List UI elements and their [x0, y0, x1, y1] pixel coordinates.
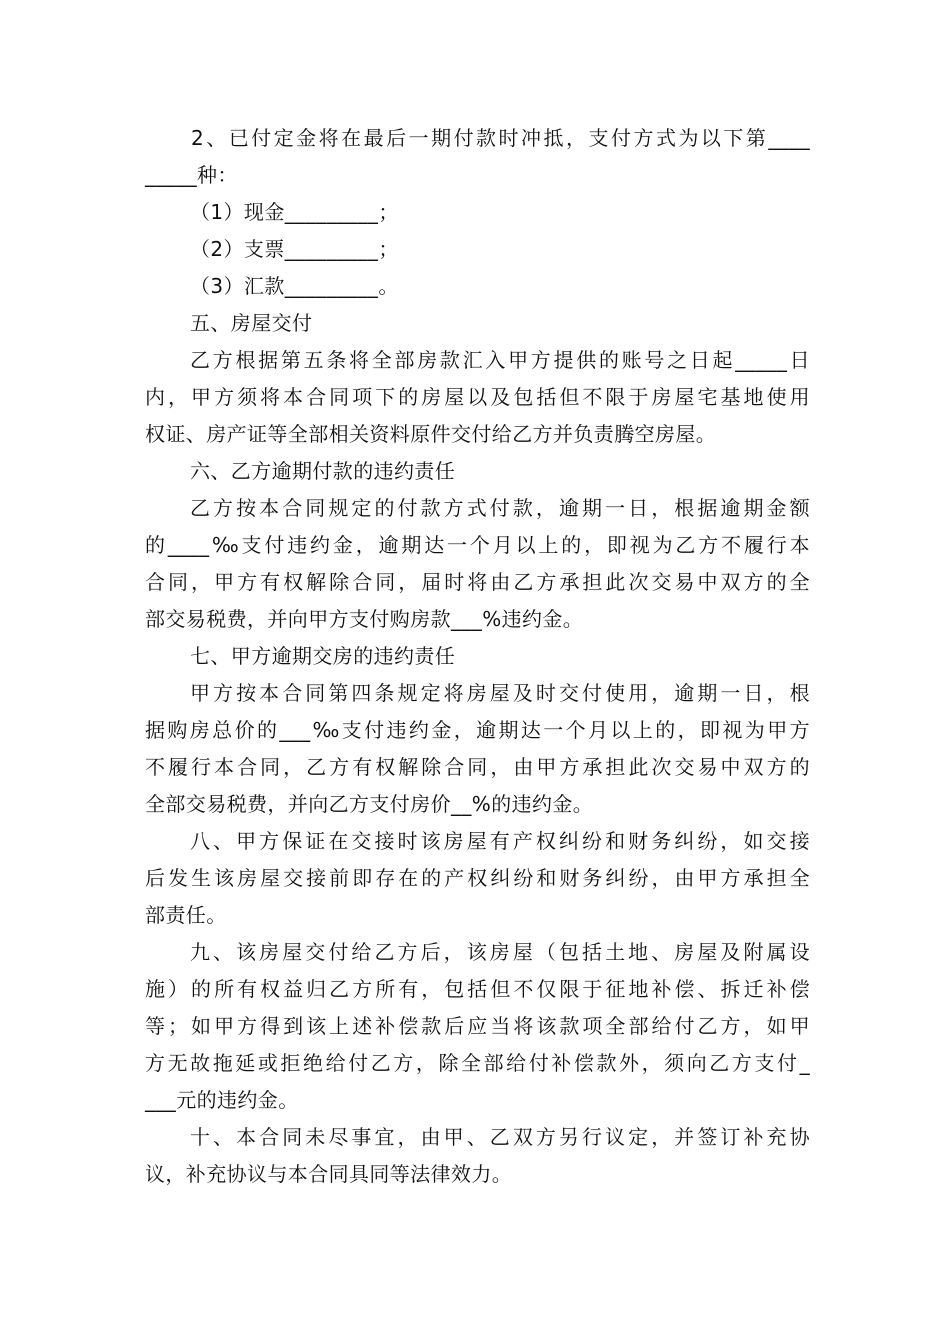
section-7-line-2: 据购房总价的___‰支付违约金，逾期达一个月以上的，即视为甲方	[145, 718, 810, 742]
section-9-line-2: 施）的所有权益归乙方所有，包括但不仅限于征地补偿、拆迁补偿	[145, 977, 810, 1001]
section-7-line-3: 不履行本合同，乙方有权解除合同，由甲方承担此次交易中双方的	[145, 755, 810, 779]
section-5-line-2: 内，甲方须将本合同项下的房屋以及包括但不限于房屋宅基地使用	[145, 385, 810, 409]
payment-option-cash: （1）现金_________；	[190, 200, 399, 224]
section-9-line-1: 九、该房屋交付给乙方后，该房屋（包括土地、房屋及附属设	[190, 940, 810, 964]
section-6-line-1: 乙方按本合同规定的付款方式付款，逾期一日，根据逾期金额	[190, 496, 810, 520]
section-5-heading: 五、房屋交付	[190, 311, 313, 335]
section-9-line-3: 等；如甲方得到该上述补偿款后应当将该款项全部给付乙方，如甲	[145, 1014, 810, 1038]
section-8-line-1: 八、甲方保证在交接时该房屋有产权纠纷和财务纠纷，如交接	[190, 829, 810, 853]
section-9-line-4: 方无故拖延或拒绝给付乙方，除全部给付补偿款外，须向乙方支付_	[145, 1051, 810, 1075]
section-8-line-3: 部责任。	[145, 903, 227, 927]
payment-option-check: （2）支票_________；	[190, 237, 399, 261]
clause-2-line-2: _____种：	[145, 163, 238, 187]
section-7-heading: 七、甲方逾期交房的违约责任	[190, 644, 456, 668]
section-6-heading: 六、乙方逾期付款的违约责任	[190, 459, 456, 483]
payment-option-transfer: （3）汇款_________。	[190, 274, 399, 298]
section-6-line-2: 的____‰支付违约金，逾期达一个月以上的，即视为乙方不履行本	[145, 533, 810, 557]
section-7-line-1: 甲方按本合同第四条规定将房屋及时交付使用，逾期一日，根	[190, 681, 810, 705]
section-7-line-4: 全部交易税费，并向乙方支付房价__%的违约金。	[145, 792, 594, 816]
clause-2-line-1: 2、已付定金将在最后一期付款时冲抵，支付方式为以下第____	[191, 126, 810, 150]
section-5-line-1: 乙方根据第五条将全部房款汇入甲方提供的账号之日起_____日	[190, 348, 810, 372]
section-9-line-5: ___元的违约金。	[145, 1088, 299, 1112]
section-6-line-4: 部交易税费，并向甲方支付购房款___%违约金。	[145, 607, 584, 631]
section-10-line-2: 议，补充协议与本合同具同等法律效力。	[145, 1162, 513, 1186]
section-5-line-3: 权证、房产证等全部相关资料原件交付给乙方并负责腾空房屋。	[145, 422, 717, 446]
section-8-line-2: 后发生该房屋交接前即存在的产权纠纷和财务纠纷，由甲方承担全	[145, 866, 810, 890]
section-6-line-3: 合同，甲方有权解除合同，届时将由乙方承担此次交易中双方的全	[145, 570, 810, 594]
section-10-line-1: 十、本合同未尽事宜，由甲、乙双方另行议定，并签订补充协	[190, 1125, 810, 1149]
